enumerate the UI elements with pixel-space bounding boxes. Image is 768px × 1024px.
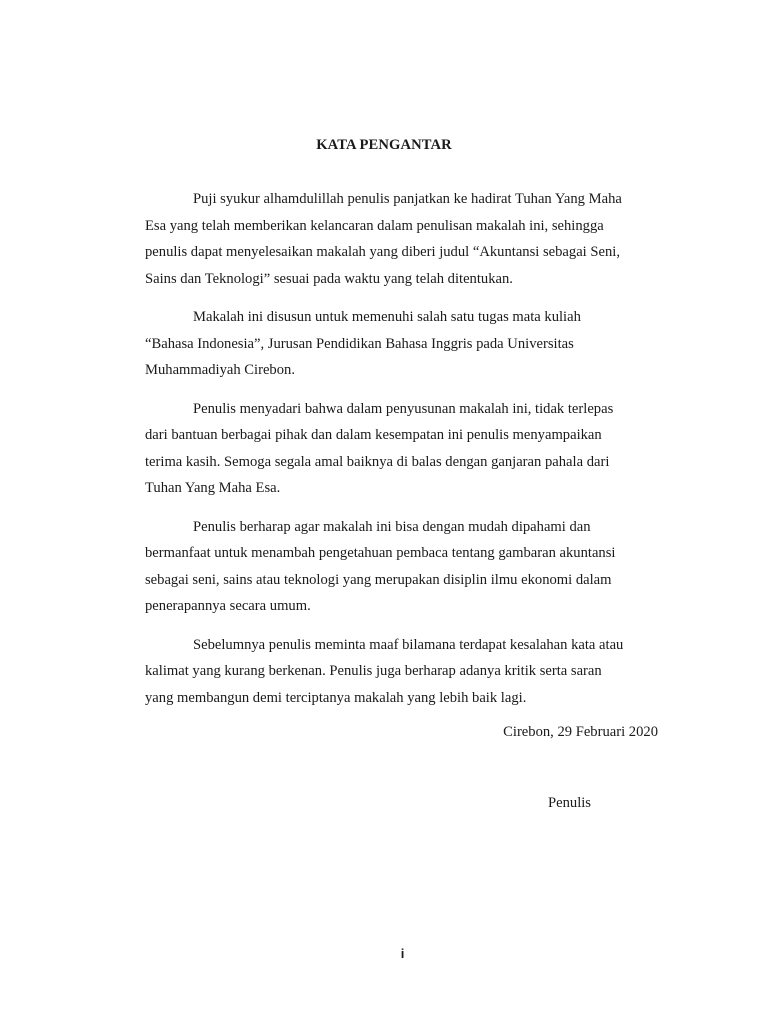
paragraph-3 — [145, 396, 658, 502]
paragraph-line: Penulis menyadari bahwa dalam penyusunan makalah ini, tidak terlepas — [193, 400, 614, 417]
paragraph-line: penulis dapat menyelesaikan makalah yang diberi judul “Akuntansi sebagai Seni, — [145, 244, 620, 260]
place-date: Cirebon, 29 Februari 2020 — [503, 724, 658, 740]
paragraph-line: Sains dan Teknologi” sesuai pada waktu yang telah ditentukan. — [145, 270, 513, 287]
paragraph-line: yang membangun demi terciptanya makalah yang lebih baik lagi. — [145, 689, 527, 706]
paragraph-line: Puji syukur alhamdulillah penulis panjatkan ke hadirat Tuhan Yang Maha — [193, 191, 622, 207]
paragraph-line: bermanfaat untuk menambah pengetahuan pembaca tentang gambaran akuntansi — [145, 545, 616, 561]
paragraph-line: Esa yang telah memberikan kelancaran dalam penulisan makalah ini, sehingga — [145, 217, 604, 234]
paragraph-4 — [145, 514, 658, 620]
paragraph-line: Penulis berharap agar makalah ini bisa dengan mudah dipahami dan — [193, 518, 591, 535]
paragraph-line: Muhammadiyah Cirebon. — [145, 362, 295, 378]
paragraph-line: sebagai seni, sains atau teknologi yang merupakan disiplin ilmu ekonomi dalam — [145, 571, 612, 588]
paragraph-line: terima kasih. Semoga segala amal baiknya di balas dengan ganjaran pahala dari — [145, 453, 610, 470]
paragraph-5 — [145, 632, 658, 712]
document-body — [145, 186, 658, 723]
page-number: i — [400, 946, 405, 961]
paragraph-line: Tuhan Yang Maha Esa. — [145, 480, 281, 496]
paragraph-line: Makalah ini disusun untuk memenuhi salah satu tugas mata kuliah — [193, 309, 581, 325]
paragraph-line: Sebelumnya penulis meminta maaf bilamana terdapat kesalahan kata atau — [193, 636, 624, 653]
paragraph-1 — [145, 186, 658, 292]
paragraph-line: dari bantuan berbagai pihak dan dalam kesempatan ini penulis menyampaikan — [145, 427, 602, 443]
paragraph-line: penerapannya secara umum. — [145, 598, 311, 614]
page-title: KATA PENGANTAR — [316, 137, 452, 153]
paragraph-line: “Bahasa Indonesia”, Jurusan Pendidikan Bahasa Inggris pada Universitas — [145, 335, 574, 352]
paragraph-2 — [145, 304, 658, 384]
paragraph-line: kalimat yang kurang berkenan. Penulis juga berharap adanya kritik serta saran — [145, 663, 602, 679]
signer-label: Penulis — [548, 795, 591, 811]
